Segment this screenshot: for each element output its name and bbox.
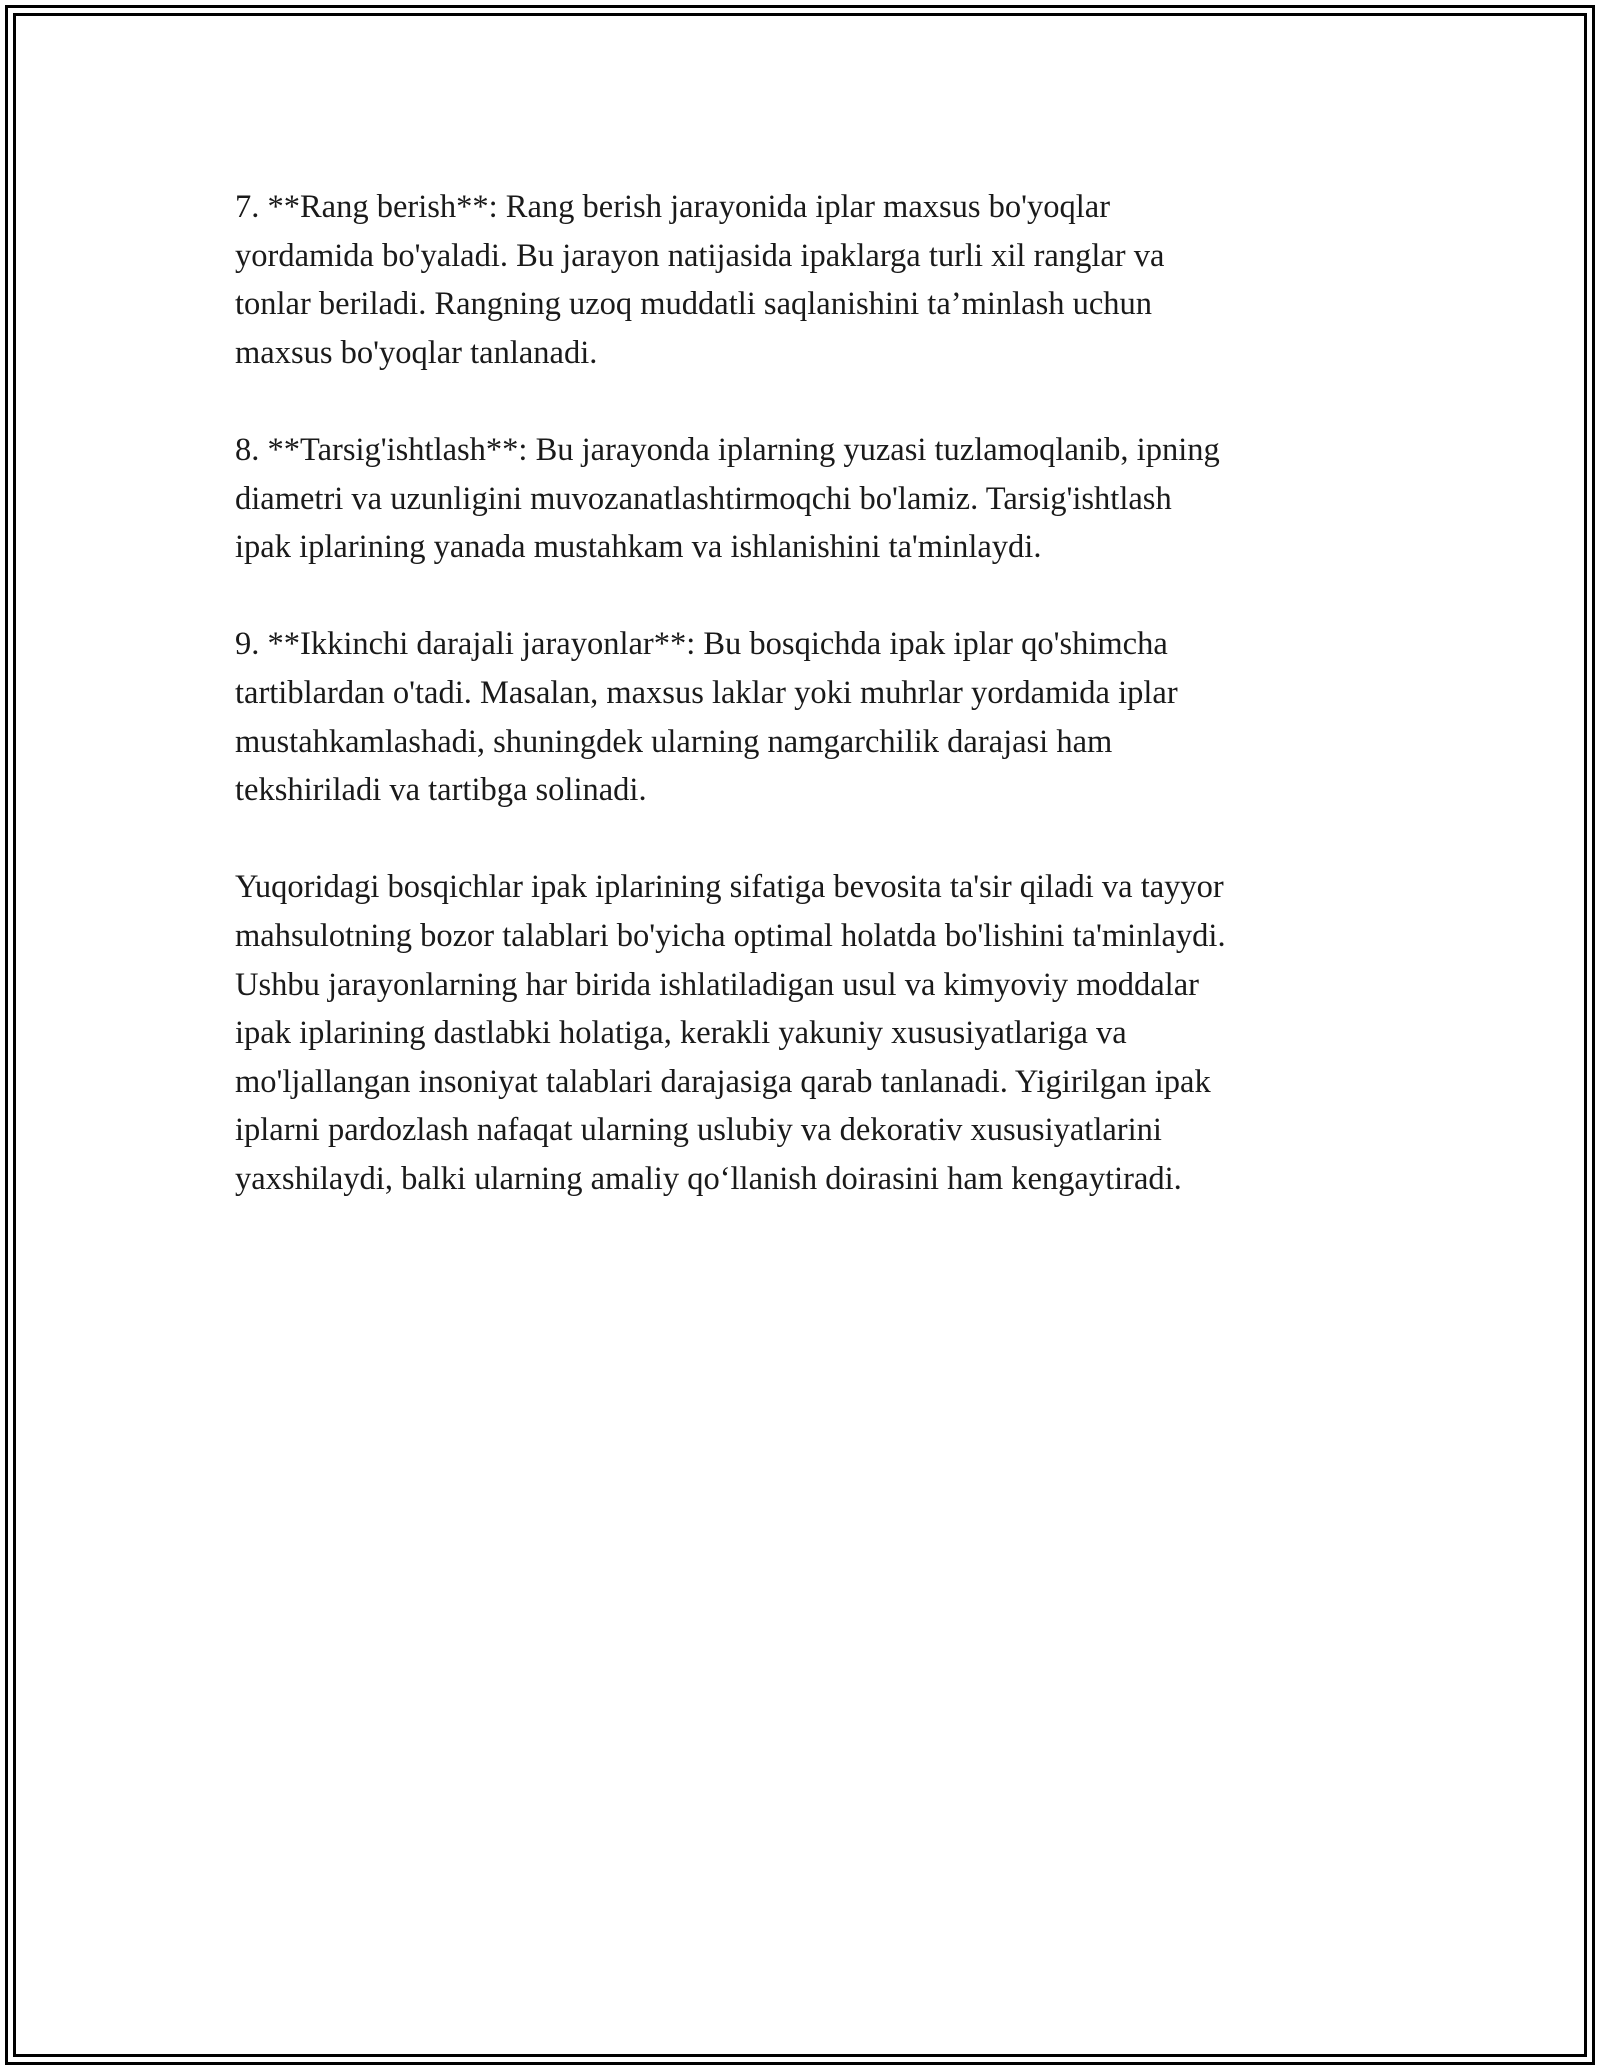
document-body [235,183,1375,1252]
paragraph-step-9: 9. **Ikkinchi darajali jarayonlar**: Bu bosqichda ipak iplar qo'shimcha tartiblardan o'tadi. Masalan, maxsus laklar yoki muhrlar yordamida iplar mustahkamlashadi, shuningdek ularning namgarchilik darajasi ham tekshiriladi va tartibga solinadi. [235,626,1178,809]
paragraph-summary: Yuqoridagi bosqichlar ipak iplarining sifatiga bevosita ta'sir qiladi va tayyor mahsulotning bozor talablari bo'yicha optimal holatda bo'lishini ta'minlaydi. Ushbu jarayonlarning har birida ishlatiladigan usul va kimyoviy moddalar ipak iplarining dastlabki holatiga, kerakli yakuniy xususiyatlariga va mo'ljallangan insoniyat talablari darajasiga qarab tanlanadi. Yigirilgan ipak iplarni pardozlash nafaqat ularning uslubiy va dekorativ xususiyatlarini yaxshilaydi, balki ularning amaliy qo‘llanish doirasini ham kengaytiradi. [235,869,1226,1197]
paragraph-step-8: 8. **Tarsig'ishtlash**: Bu jarayonda iplarning yuzasi tuzlamoqlanib, ipning diametri va uzunligini muvozanatlashtirmoqchi bo'lamiz. Tarsig'ishtlash ipak iplarining yanada mustahkam va ishlanishini ta'minlaydi. [235,431,1220,566]
paragraph-step-7: 7. **Rang berish**: Rang berish jarayonida iplar maxsus bo'yoqlar yordamida bo'yaladi. Bu jarayon natijasida ipaklarga turli xil ranglar va tonlar beriladi. Rangning uzoq muddatli saqlanishini ta’minlash uchun maxsus bo'yoqlar tanlanadi. [235,189,1165,371]
